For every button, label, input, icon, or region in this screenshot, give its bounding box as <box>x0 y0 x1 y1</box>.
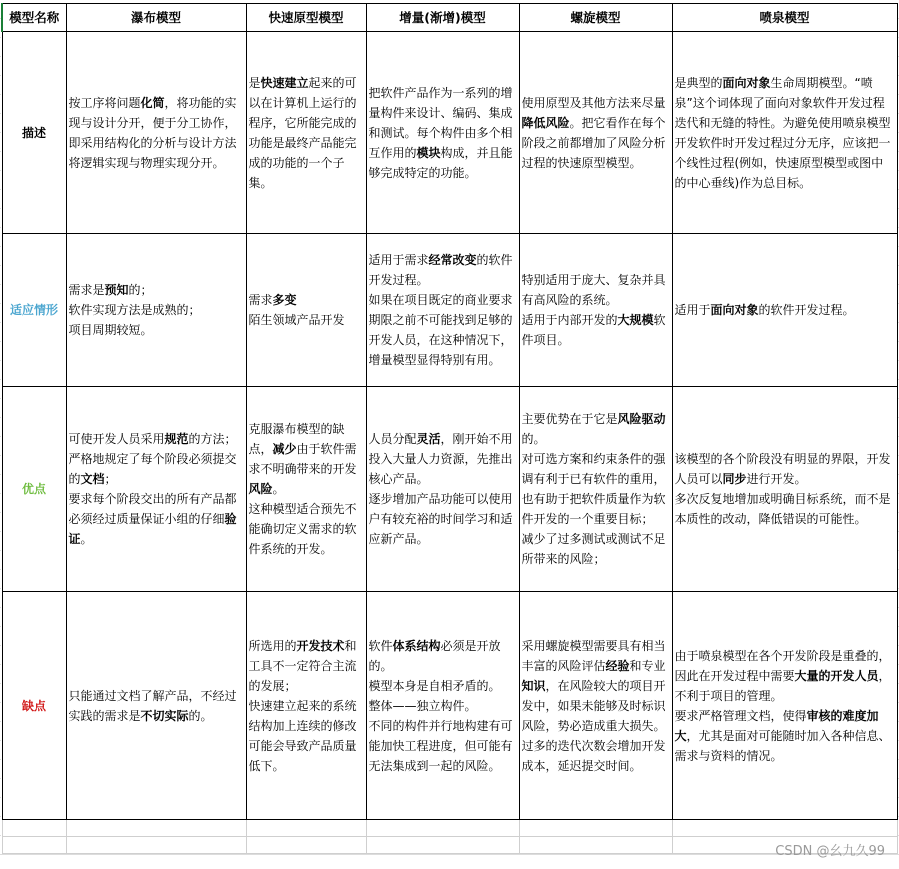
cell-paragraph: 逐步增加产品功能可以使用户有较充裕的时间学习和适应新产品。 <box>368 492 513 546</box>
cell-description-rapid-prototype[interactable] <box>246 32 366 234</box>
cell-paragraph: 由于喷泉模型在各个开发阶段是重叠的，因此在开发过程中需要大量的开发人员，不利于项目的管理。 <box>674 648 891 703</box>
row-description <box>2 32 897 234</box>
cell-disadvantages-spiral[interactable] <box>519 592 672 820</box>
emphasis-text: 文档 <box>80 472 105 486</box>
blank-cell[interactable] <box>366 837 519 854</box>
blank-cell[interactable] <box>246 837 366 854</box>
cell-paragraph: 特别适用于庞大、复杂并具有高风险的系统。 <box>521 273 666 307</box>
emphasis-text: 同步 <box>722 472 747 486</box>
emphasis-text: 审核的难度加大 <box>674 708 879 743</box>
emphasis-text: 减少 <box>272 442 297 456</box>
cell-paragraph: 需求多变 <box>248 293 297 307</box>
cell-advantages-fountain[interactable] <box>672 387 897 592</box>
cell-paragraph: 陌生领域产品开发 <box>248 313 345 327</box>
emphasis-text: 面向对象 <box>722 75 771 90</box>
cell-paragraph: 采用螺旋模型需要具有相当丰富的风险评估经验和专业知识，在风险较大的项目开发中，如果未能够及时标识风险，势必造成重大损失。 <box>521 638 666 733</box>
cell-paragraph: 把软件产品作为一系列的增量构件来设计、编码、集成和测试。每个构件由多个相互作用的模块构成，并且能够完成特定的功能。 <box>368 85 513 180</box>
emphasis-text: 知识 <box>521 678 546 693</box>
header-waterfall[interactable]: 瀑布模型 <box>66 4 246 32</box>
cell-paragraph: 如果在项目既定的商业要求期限之前不可能找到足够的开发人员，在这种情况下，增量模型显得特别有用。 <box>368 293 513 367</box>
cell-paragraph: 适用于面向对象的软件开发过程。 <box>674 303 855 317</box>
emphasis-text: 开发技术 <box>296 638 345 653</box>
header-incremental[interactable]: 增量(渐增)模型 <box>366 4 519 32</box>
emphasis-text: 灵活 <box>416 432 441 446</box>
cell-paragraph: 所选用的开发技术和工具不一定符合主流的发展； <box>248 638 357 693</box>
cell-paragraph: 快速建立起来的系统结构加上连续的修改可能会导致产品质量低下。 <box>248 698 357 773</box>
cell-paragraph: 可使开发人员采用规范的方法； <box>68 432 237 446</box>
header-row <box>2 4 897 32</box>
cell-paragraph: 适用于内部开发的大规模软件项目。 <box>521 313 666 347</box>
emphasis-text: 降低风险 <box>521 115 570 130</box>
cell-paragraph: 多次反复地增加或明确目标系统，而不是本质性的改动，降低错误的可能性。 <box>674 492 891 526</box>
emphasis-text: 风险驱动 <box>617 412 666 426</box>
cell-paragraph: 适用于需求经常改变的软件开发过程。 <box>368 253 513 287</box>
cell-paragraph: 要求每个阶段交出的所有产品都必须经过质量保证小组的仔细验证。 <box>68 492 237 546</box>
emphasis-text: 规范 <box>164 432 189 446</box>
cell-paragraph: 克服瀑布模型的缺点，减少由于软件需求不明确带来的开发风险。 <box>248 422 357 496</box>
cell-paragraph: 人员分配灵活，刚开始不用投入大量人力资源，先推出核心产品。 <box>368 432 513 486</box>
row-label-disadvantages[interactable]: 缺点 <box>2 592 66 820</box>
cell-paragraph: 需求是预知的； <box>68 283 153 297</box>
row-advantages <box>2 387 897 592</box>
emphasis-text: 不切实际 <box>140 708 189 723</box>
cell-paragraph: 这种模型适合预先不能确切定义需求的软件系统的开发。 <box>248 502 357 556</box>
emphasis-text: 风险 <box>248 482 273 496</box>
blank-cell[interactable] <box>519 820 672 837</box>
cell-paragraph: 模型本身是自相矛盾的。 <box>368 678 501 693</box>
blank-cell[interactable] <box>2 837 66 854</box>
blank-cell[interactable] <box>2 820 66 837</box>
model-comparison-table <box>1 3 898 854</box>
emphasis-text: 大量的开发人员 <box>794 668 879 683</box>
blank-cell[interactable] <box>672 820 897 837</box>
cell-advantages-rapid-prototype[interactable] <box>246 387 366 592</box>
emphasis-text: 多变 <box>272 293 297 307</box>
cell-paragraph: 项目周期较短。 <box>68 323 153 337</box>
cell-advantages-spiral[interactable] <box>519 387 672 592</box>
cell-disadvantages-rapid-prototype[interactable] <box>246 592 366 820</box>
cell-paragraph: 是快速建立起来的可以在计算机上运行的程序，它所能完成的功能是最终产品能完成的功能的一个子集。 <box>248 75 357 190</box>
cell-disadvantages-incremental[interactable] <box>366 592 519 820</box>
cell-paragraph: 使用原型及其他方法来尽量降低风险。把它看作在每个阶段之前都增加了风险分析过程的快速原型模型。 <box>521 95 666 170</box>
row-label-scenario[interactable]: 适应情形 <box>2 234 66 387</box>
emphasis-text: 快速建立 <box>260 75 309 90</box>
cell-paragraph: 该模型的各个阶段没有明显的界限，开发人员可以同步进行开发。 <box>674 452 891 486</box>
cell-disadvantages-waterfall[interactable] <box>66 592 246 820</box>
blank-row <box>2 837 897 854</box>
cell-paragraph: 软件体系结构必须是开放的。 <box>368 638 501 673</box>
row-scenario <box>2 234 897 387</box>
cell-scenario-spiral[interactable] <box>519 234 672 387</box>
cell-paragraph: 只能通过文档了解产品，不经过实践的需求是不切实际的。 <box>68 688 237 723</box>
blank-cell[interactable] <box>66 837 246 854</box>
cell-advantages-incremental[interactable] <box>366 387 519 592</box>
cell-scenario-rapid-prototype[interactable] <box>246 234 366 387</box>
emphasis-text: 预知 <box>104 283 129 297</box>
cell-paragraph: 过多的迭代次数会增加开发成本，延迟提交时间。 <box>521 738 666 773</box>
header-fountain[interactable]: 喷泉模型 <box>672 4 897 32</box>
cell-scenario-waterfall[interactable] <box>66 234 246 387</box>
blank-cell[interactable] <box>246 820 366 837</box>
cell-advantages-waterfall[interactable] <box>66 387 246 592</box>
blank-row <box>2 820 897 837</box>
header-spiral[interactable]: 螺旋模型 <box>519 4 672 32</box>
cell-description-fountain[interactable] <box>672 32 897 234</box>
cell-paragraph: 整体——独立构件。 <box>368 698 477 713</box>
emphasis-text: 模块 <box>416 145 441 160</box>
cell-paragraph: 软件实现方法是成熟的； <box>68 303 201 317</box>
row-label-description[interactable]: 描述 <box>2 32 66 234</box>
emphasis-text: 经验 <box>605 658 630 673</box>
cell-paragraph: 主要优势在于它是风险驱动的。 <box>521 412 666 446</box>
blank-cell[interactable] <box>66 820 246 837</box>
cell-scenario-incremental[interactable] <box>366 234 519 387</box>
cell-paragraph: 是典型的面向对象生命周期模型。“喷泉”这个词体现了面向对象软件开发过程迭代和无缝的特性。为避免使用喷泉模型开发软件时开发过程过分无序，应该把一个线性过程(例如，快速原型模型或图中的中心垂线)作为总目标。 <box>674 75 891 190</box>
cell-paragraph: 不同的构件并行地构建有可能加快工程进度，但可能有无法集成到一起的风险。 <box>368 718 513 773</box>
cell-description-waterfall[interactable] <box>66 32 246 234</box>
emphasis-text: 化简 <box>140 95 165 110</box>
cell-paragraph: 按工序将问题化简，将功能的实现与设计分开，便于分工协作，即采用结构化的分析与设计方法将逻辑实现与物理实现分开。 <box>68 95 237 170</box>
cell-paragraph: 减少了过多测试或测试不足所带来的风险； <box>521 532 666 566</box>
cell-paragraph: 要求严格管理文档，使得审核的难度加大，尤其是面对可能随时加入各种信息、需求与资料的情况。 <box>674 708 891 763</box>
blank-cell[interactable] <box>519 837 672 854</box>
emphasis-text: 体系结构 <box>392 638 441 653</box>
emphasis-text: 面向对象 <box>710 303 759 317</box>
cell-scenario-fountain[interactable] <box>672 234 897 387</box>
row-disadvantages <box>2 592 897 820</box>
emphasis-text: 大规模 <box>617 313 654 327</box>
cell-description-spiral[interactable] <box>519 32 672 234</box>
cell-paragraph: 严格地规定了每个阶段必须提交的文档； <box>68 452 237 486</box>
header-model-name[interactable]: 模型名称 <box>2 4 66 32</box>
row-label-advantages[interactable]: 优点 <box>2 387 66 592</box>
blank-cell[interactable] <box>366 820 519 837</box>
header-rapid-prototype[interactable]: 快速原型模型 <box>246 4 366 32</box>
csdn-watermark: CSDN @幺九久99 <box>775 844 885 859</box>
emphasis-text: 经常改变 <box>428 253 477 267</box>
cell-paragraph: 对可选方案和约束条件的强调有利于已有软件的重用，也有助于把软件质量作为软件开发的一个重要目标； <box>521 452 666 526</box>
cell-disadvantages-fountain[interactable] <box>672 592 897 820</box>
cell-description-incremental[interactable] <box>366 32 519 234</box>
emphasis-text: 验证 <box>68 512 237 546</box>
